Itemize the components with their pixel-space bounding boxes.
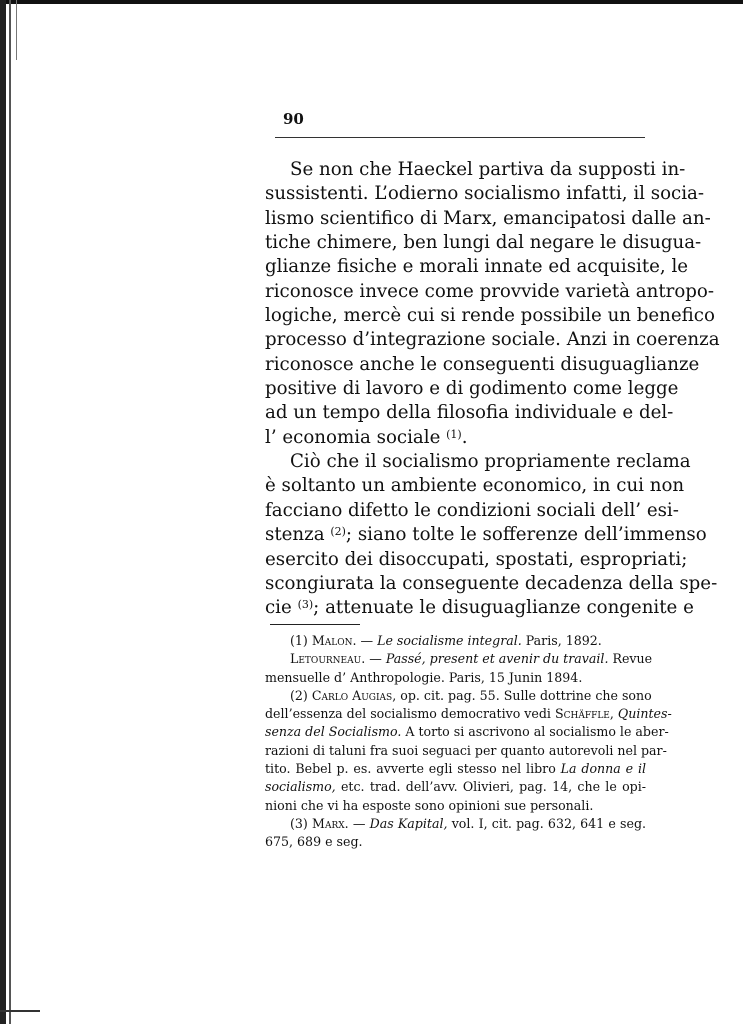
- footnote-reference: (2): [330, 525, 346, 539]
- dash: —: [348, 815, 370, 831]
- body-line-text: logiche, mercè cui si rende possibile un benefico: [265, 305, 715, 327]
- body-line-text: ; attenuate le disuguaglianze congenite e: [313, 597, 694, 619]
- footnote-1b: [265, 650, 653, 668]
- footnote-author: Marx.: [312, 815, 349, 831]
- footnote-text: Paris, 1892.: [521, 633, 602, 648]
- body-line-text: Se non che Haeckel partiva da supposti in-: [290, 159, 686, 180]
- body-line-text: glianze fisiche e morali innate ed acquisite, le: [265, 256, 689, 278]
- body-line-text: scongiurata la conseguente decadenza della spe-: [265, 572, 718, 594]
- footnote-text: op. cit. pag. 55. Sulle dottrine che sono: [396, 687, 652, 703]
- body-line: [265, 182, 705, 206]
- body-line: [265, 499, 679, 523]
- body-line: [265, 572, 718, 596]
- footnote-title: Passé, present et avenir du travail.: [385, 651, 609, 667]
- footnote-text: dell’essenza del socialismo democrativo vedi: [265, 706, 555, 722]
- footnote-text: etc. trad. dell’avv. Olivieri, pag. 14, che le opi-: [335, 779, 646, 795]
- body-line-text: Ciò che il socialismo propriamente reclama: [290, 451, 691, 473]
- body-line: [265, 450, 691, 474]
- footnote-title: senza del Socialismo.: [265, 724, 402, 740]
- footnote-author: Malon.: [311, 633, 357, 648]
- body-line-text: cie: [265, 597, 298, 619]
- body-line: [265, 328, 720, 352]
- body-line: [265, 426, 646, 450]
- footnote-marker: (3): [290, 815, 308, 831]
- footnotes: [265, 632, 672, 852]
- scan-border-left-mark: [16, 0, 17, 60]
- footnote-title: socialismo,: [265, 779, 336, 795]
- body-line-text: riconosce anche le conseguenti disuguaglianze: [265, 353, 700, 375]
- body-line: [265, 401, 674, 425]
- footnote-title: Das Kapital,: [369, 815, 448, 831]
- footnote-title: La donna e il: [560, 761, 646, 777]
- footnote-line: [265, 723, 669, 741]
- body-line: [265, 548, 688, 572]
- footnote-line: razioni di taluni fra suoi seguaci per quanto autorevoli nel par-: [265, 742, 667, 758]
- footnote-2: [265, 687, 652, 705]
- footnote-1: [265, 632, 646, 650]
- body-line-text: esercito dei disoccupati, spostati, espropriati;: [265, 548, 688, 570]
- body-line: [265, 353, 700, 377]
- body-text: [265, 158, 720, 621]
- body-line-text: facciano difetto le condizioni sociali dell’ esi-: [265, 499, 679, 521]
- body-line: [265, 280, 715, 304]
- footnote-text: tito. Bebel p. es. avverte egli stesso nel libro: [265, 761, 561, 777]
- footnote-reference: (1): [446, 427, 462, 441]
- footnote-author: Letourneau.: [290, 651, 366, 667]
- body-line: [265, 231, 702, 255]
- body-line-text: stenza: [265, 524, 331, 546]
- body-line-text: ; siano tolte le sofferenze dell’immenso: [345, 524, 707, 546]
- body-line: [265, 523, 707, 547]
- footnote-line: 675, 689 e seg.: [265, 834, 363, 850]
- footnote-marker: (2): [290, 687, 308, 703]
- footnote-author: Schäffle,: [554, 706, 614, 722]
- header-rule: [275, 137, 645, 138]
- footnote-line: [265, 778, 646, 796]
- body-line-text: ad un tempo della filosofia individuale e del-: [265, 402, 674, 424]
- body-line: [265, 377, 679, 401]
- body-line-text: è soltanto un ambiente economico, in cui non: [265, 475, 685, 497]
- footnote-title: Quintes-: [617, 706, 672, 722]
- body-line-text: l’ economia sociale: [265, 426, 447, 448]
- scan-border-left-line: [9, 0, 11, 1024]
- body-line: [265, 207, 711, 231]
- body-line-text: positive di lavoro e di godimento come legge: [265, 378, 679, 400]
- scan-border-left: [0, 0, 6, 1024]
- footnote-text: A torto si ascrivono al socialismo le aber-: [401, 724, 669, 740]
- footnote-text: vol. I, cit. pag. 632, 641 e seg.: [447, 815, 647, 831]
- footnote-reference: (3): [297, 598, 314, 612]
- body-line: [265, 255, 689, 279]
- body-line: [265, 474, 685, 498]
- body-line-text: .: [461, 426, 468, 448]
- dash: —: [365, 651, 386, 667]
- body-line: [265, 158, 686, 182]
- footnote-text: Revue: [608, 651, 653, 667]
- footnote-marker: (1): [290, 633, 308, 648]
- body-line-text: lismo scientifico di Marx, emancipatosi dalle an-: [265, 207, 711, 229]
- body-line-text: processo d’integrazione sociale. Anzi in coerenza: [265, 329, 720, 351]
- footnote-line: nioni che vi ha esposte sono opinioni sue personali.: [265, 797, 594, 813]
- page-number: 90: [283, 110, 304, 128]
- body-line-text: tiche chimere, ben lungi dal negare le disugua-: [265, 232, 702, 254]
- footnote-line: mensuelle d’ Anthropologie. Paris, 15 Junin 1894.: [265, 669, 583, 685]
- body-line: [265, 596, 694, 620]
- footnote-3: [265, 815, 646, 833]
- footnote-line: [265, 760, 646, 778]
- dash: —: [356, 633, 378, 648]
- scan-border-top: [0, 0, 743, 4]
- body-line-text: sussistenti. L’odierno socialismo infatti, il socia-: [265, 183, 705, 205]
- footnote-line: [265, 705, 672, 723]
- footnote-author: Carlo Augias,: [311, 687, 397, 703]
- body-line: [265, 304, 715, 328]
- scan-border-bottom: [0, 1010, 40, 1012]
- body-line-text: riconosce invece come provvide varietà antropo-: [265, 280, 715, 302]
- footnote-title: Le socialisme integral.: [377, 633, 522, 648]
- footnote-rule: [270, 624, 360, 625]
